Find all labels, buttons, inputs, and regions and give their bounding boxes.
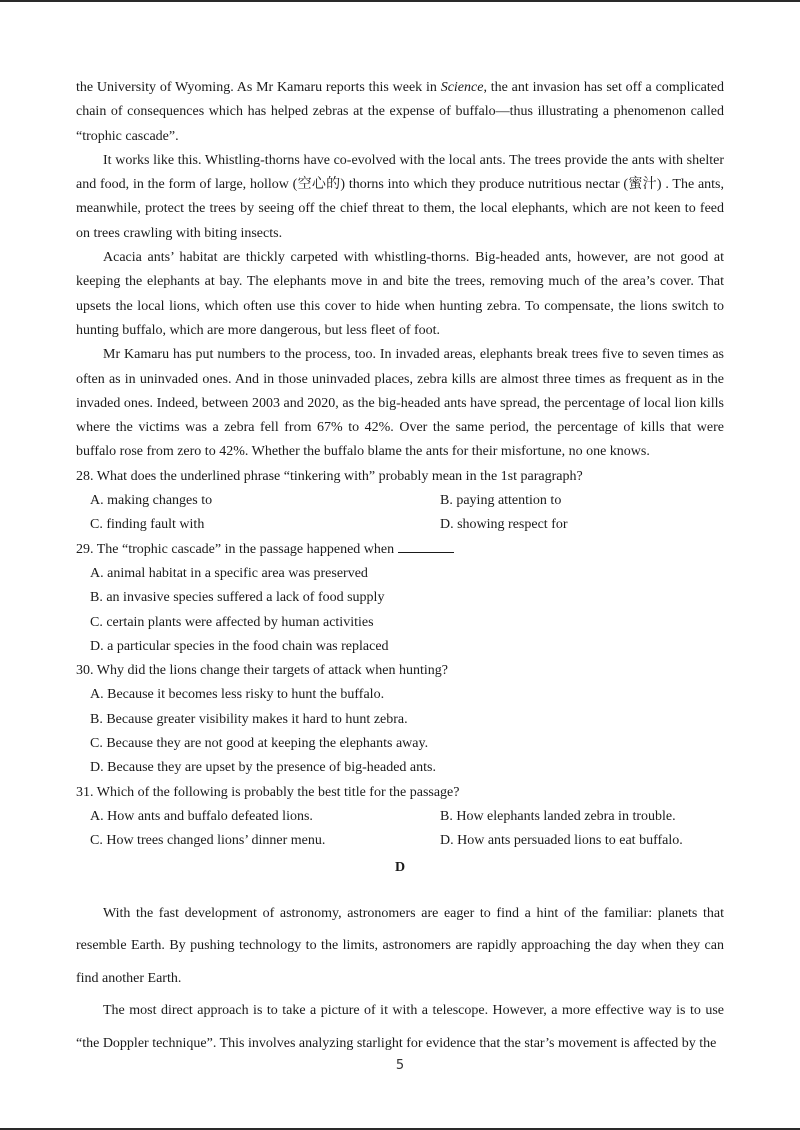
question-28-option-c: C. finding fault with	[90, 517, 205, 533]
question-29-option-b: B. an invasive species suffered a lack of food supply	[90, 590, 385, 606]
answer-blank	[398, 538, 454, 553]
passage-c-paragraph-2: It works like this. Whistling-thorns have co-evolved with the local ants. The trees provide the ants with shelter and food, in the form of large, hollow (空心的) thorns into which they produce nutritious nectar (蜜汁) . The ants, meanwhile, protect the trees by seeing off the chief threat to them, the local elephants, which are not keen to feed on trees crawling with biting insects.	[76, 152, 724, 241]
question-29-option-c: C. certain plants were affected by human activities	[90, 614, 374, 630]
question-30-option-c: C. Because they are not good at keeping the elephants away.	[90, 736, 429, 752]
passage-c-paragraph-3: Acacia ants’ habitat are thickly carpeted with whistling-thorns. Big-headed ants, however, are not good at keeping the elephants at bay. The elephants move in and bite the trees, removing much of the area’s cover. That upsets the local lions, which often use this cover to hide when hunting zebra. To compensate, the lions switch to hunting buffalo, which are more dangerous, but less fleet of foot.	[76, 250, 724, 338]
question-31-options-row-2	[76, 829, 724, 853]
question-28-option-a: A. making changes to	[90, 493, 213, 509]
top-border-line	[0, 0, 800, 2]
question-28-option-b: B. paying attention to	[440, 493, 562, 509]
question-28-options-row-1	[76, 489, 724, 513]
question-29-option-a: A. animal habitat in a specific area was preserved	[90, 565, 368, 581]
question-31-option-d: D. How ants persuaded lions to eat buffalo.	[440, 833, 683, 849]
paragraph-text: , the ant invasion has set off a complicated chain of consequences which has helped zebras at the expense of buffalo—thus illustrating a phenomenon called “trophic cascade”.	[76, 80, 724, 144]
question-28-stem: 28. What does the underlined phrase “tinkering with” probably mean in the 1st paragraph?	[76, 468, 583, 484]
question-30-option-b: B. Because greater visibility makes it hard to hunt zebra.	[90, 711, 408, 727]
question-31-stem: 31. Which of the following is probably the best title for the passage?	[76, 784, 460, 800]
section-d-heading: D	[394, 859, 406, 875]
passage-c-paragraph-4: Mr Kamaru has put numbers to the process, too. In invaded areas, elephants break trees five to seven times as often as in uninvaded ones. And in those uninvaded places, zebra kills are almost three times as frequent as in the invaded ones. Indeed, between 2003 and 2020, as the big-headed ants have spread, the percentage of local lion kills where the victims was a zebra fell from 67% to 42%. Over the same period, the percentage of kills that were buffalo rose from zero to 42%. Whether the buffalo blame the ants for their misfortune, no one knows.	[76, 347, 724, 460]
question-29-stem	[76, 538, 724, 562]
question-30-option-a: A. Because it becomes less risky to hunt the buffalo.	[90, 687, 385, 703]
passage-c-paragraph-1	[76, 76, 724, 149]
question-31-option-c: C. How trees changed lions’ dinner menu.	[90, 833, 326, 849]
question-31-option-a: A. How ants and buffalo defeated lions.	[90, 808, 313, 824]
question-28-option-d: D. showing respect for	[440, 517, 568, 533]
question-29-option-d: D. a particular species in the food chain was replaced	[90, 638, 389, 654]
journal-name: Science	[440, 80, 484, 95]
question-31-option-b: B. How elephants landed zebra in trouble.	[440, 808, 676, 824]
question-31-options-row-1	[76, 805, 724, 829]
page-number: 5	[395, 1058, 405, 1073]
question-29-text: 29. The “trophic cascade” in the passage happened when	[76, 541, 395, 557]
exam-page-content	[76, 76, 724, 1060]
question-30-option-d: D. Because they are upset by the presence of big-headed ants.	[90, 760, 436, 776]
section-d-paragraph-1: With the fast development of astronomy, astronomers are eager to find a hint of the familiar: planets that resemble Earth. By pushing technology to the limits, astronomers are rapidly approaching the day when they can find another Earth.	[76, 905, 724, 986]
question-30-stem: 30. Why did the lions change their targets of attack when hunting?	[76, 663, 448, 679]
section-d-paragraph-2: The most direct approach is to take a picture of it with a telescope. However, a more effective way is to use “the Doppler technique”. This involves analyzing starlight for evidence that the star’s movement is affected by the	[76, 1003, 724, 1051]
paragraph-text: the University of Wyoming. As Mr Kamaru reports this week in	[76, 80, 441, 95]
question-28-options-row-2	[76, 513, 724, 537]
